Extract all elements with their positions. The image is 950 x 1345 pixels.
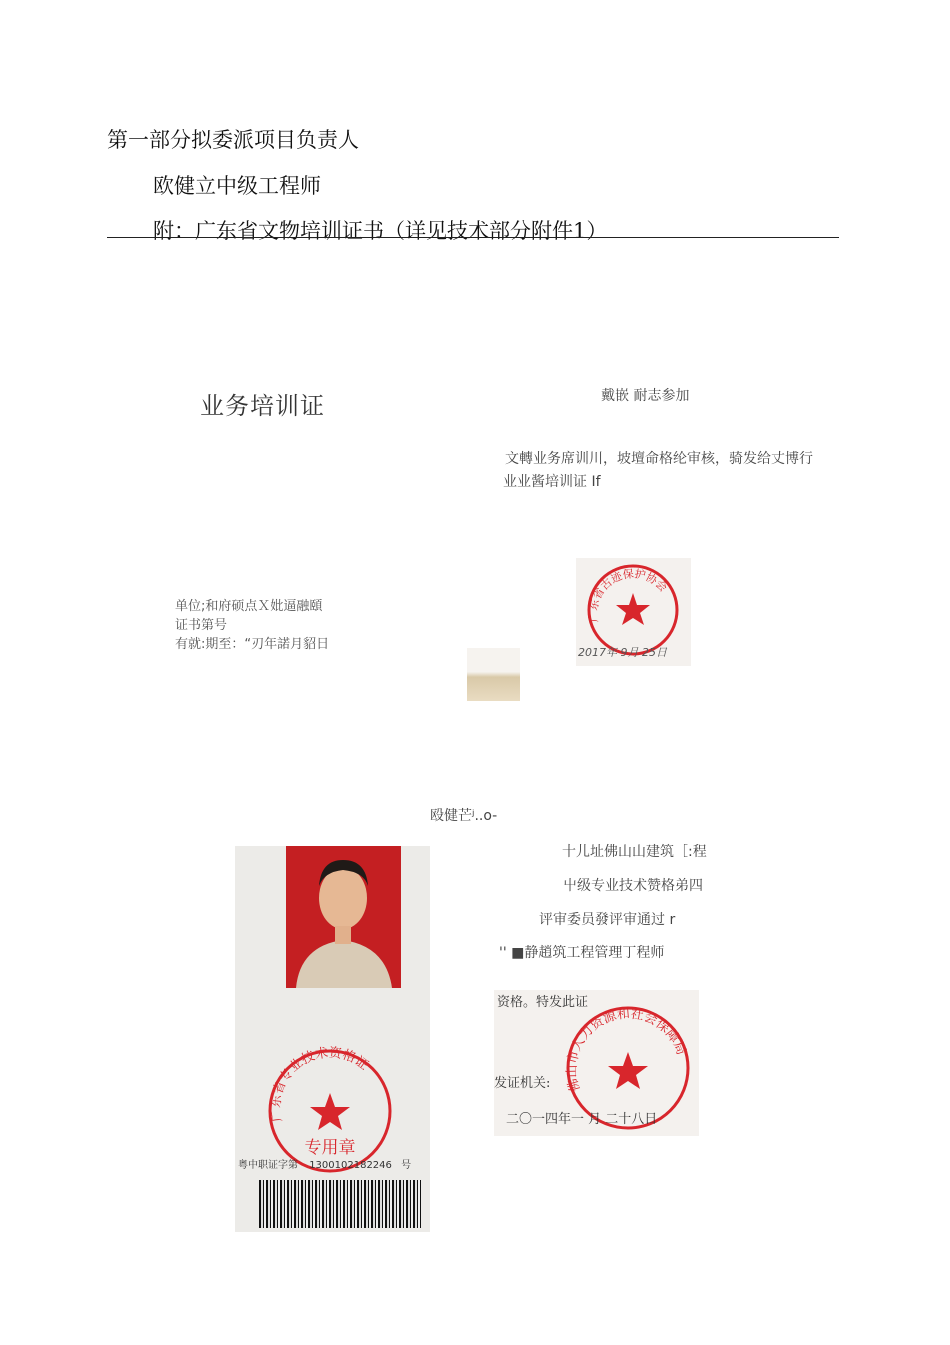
barcode	[259, 1180, 421, 1228]
training-seal-date: 2017年 9月 25日	[578, 646, 667, 659]
training-cert-unit: 单位;和府硕点Ｘ妣逼融頤	[175, 599, 323, 614]
training-cert-valid: 有就:期至：“刃年諾月貂日	[175, 637, 330, 652]
cert-number: 1300102182246	[309, 1160, 392, 1171]
qual-cert-line-3: 评审委员發评审通过 r	[539, 912, 676, 928]
training-seal-image	[576, 558, 691, 666]
qual-cert-line-4: '' ■静趙筑工程管理丁程师	[499, 945, 665, 961]
portrait-photo	[286, 846, 401, 988]
training-cert-desc-2: 业业酱培训证 If	[503, 474, 601, 490]
training-seal-text: 广东省古迹保护协会	[586, 567, 670, 623]
cert-number-suffix: 号	[401, 1160, 412, 1171]
cert-number-line	[238, 1156, 411, 1171]
issuer-label: 发证机关:	[494, 1076, 551, 1091]
training-cert-title: 业务培训证	[200, 392, 325, 420]
person-portrait-icon	[286, 846, 401, 988]
training-cert-desc-1: 文轉业务席训川，坡壇命格纶审核，骑发给丈博行	[505, 451, 813, 467]
training-cert-top-right: 戴嵌 耐志参加	[601, 388, 690, 404]
header-rule	[107, 237, 839, 238]
issuer-seal-image	[494, 990, 699, 1136]
texture-fragment	[467, 648, 520, 701]
cert-number-label: 粤中职证字第	[238, 1160, 298, 1171]
attachment-line: 附：广东省文物培训证书（详见技术部分附件1）	[153, 219, 608, 243]
issue-date: 二〇一四年一 月 二十八日	[506, 1112, 658, 1127]
qual-cert-line-1: 十儿址佛山山建筑［:程	[562, 844, 707, 860]
person-line: 欧健立中级工程师	[153, 174, 321, 198]
section-title: 第一部分拟委派项目负责人	[107, 128, 359, 152]
issuer-seal-text: 佛山市人力资源和社会保障局	[564, 1006, 689, 1094]
photo-seal-text: 广东省专业技术资格证	[268, 1045, 371, 1123]
issuer-seal-caption: 资格。特发此证	[497, 995, 589, 1010]
training-cert-number: 证书第号	[175, 618, 228, 633]
photo-card	[235, 846, 430, 1232]
photo-seal-bottom: 专用章	[304, 1138, 356, 1158]
qual-cert-name: 殴健芒ʲ..o-	[430, 808, 498, 824]
qual-cert-line-2: 屮级专业技术赞格弟四	[563, 878, 703, 894]
